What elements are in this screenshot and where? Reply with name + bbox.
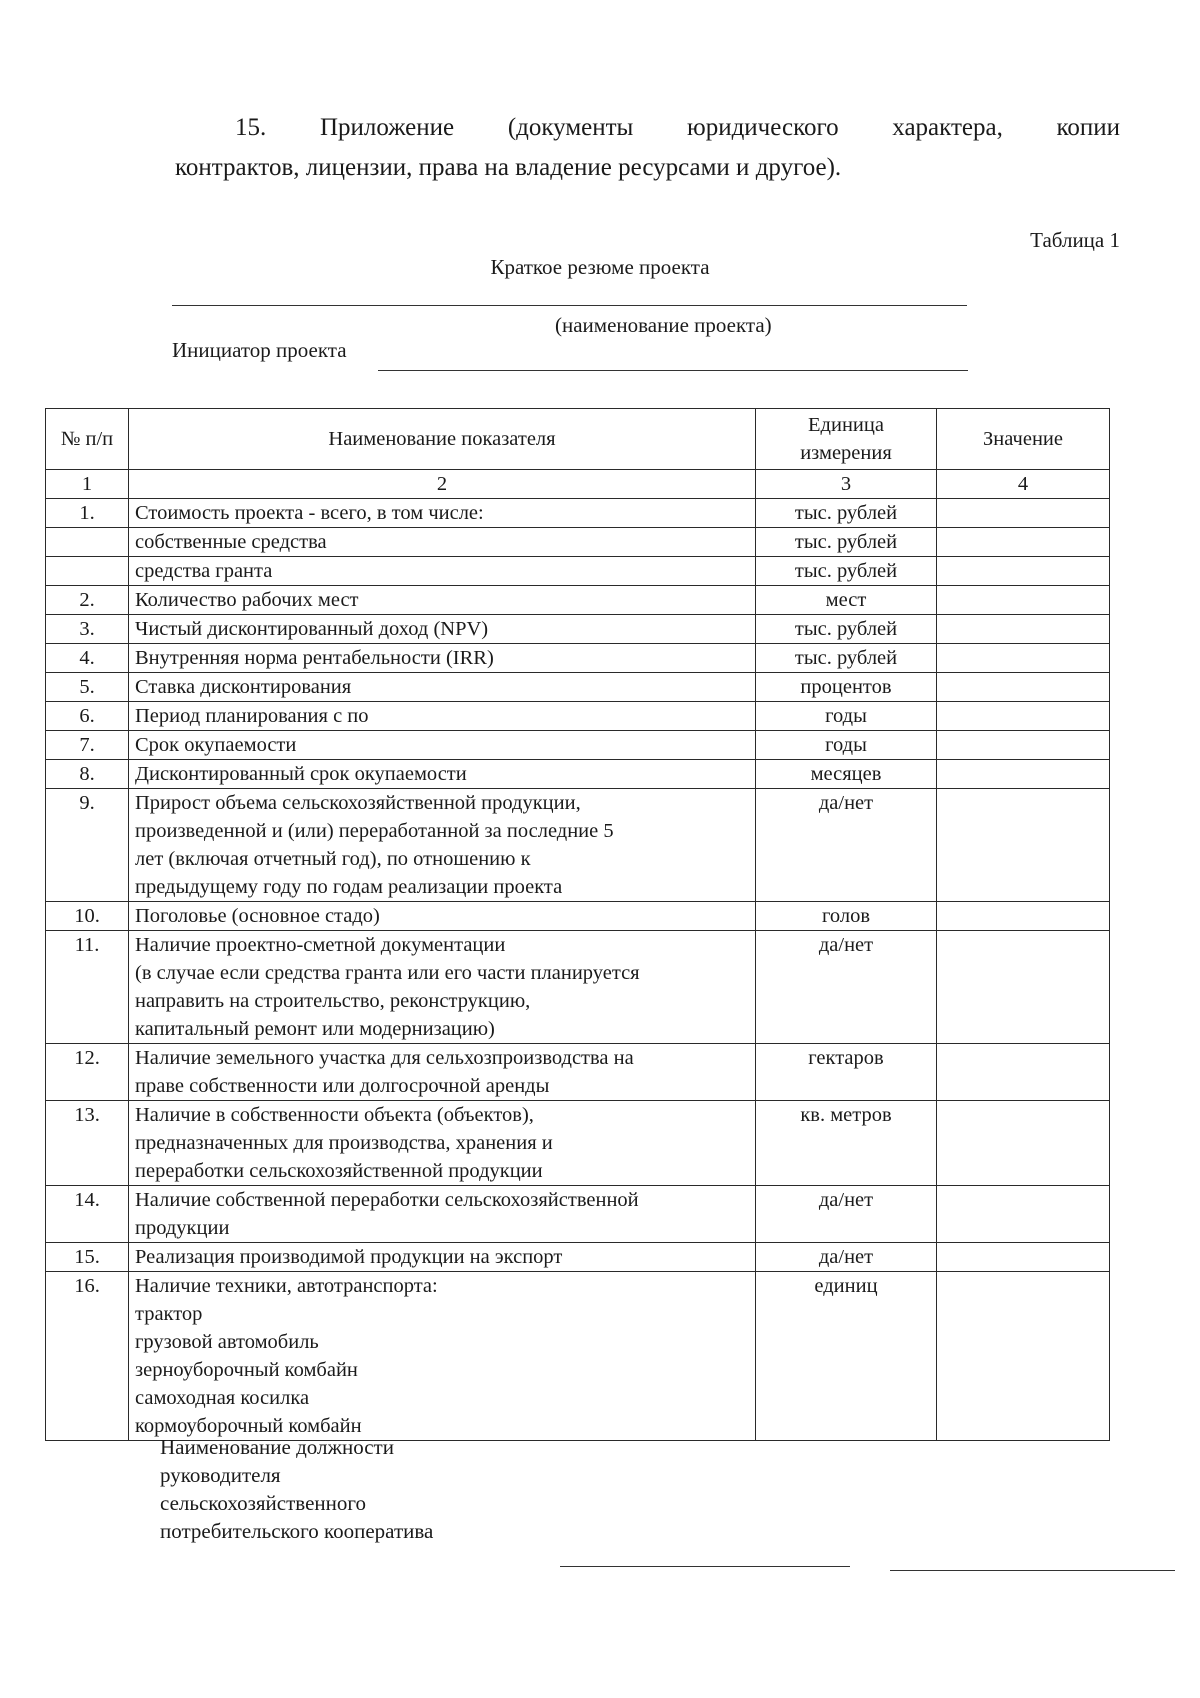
indicator-text: Срок окупаемости (135, 734, 297, 756)
row-indicator (129, 644, 756, 673)
row-number: 1. (46, 499, 129, 528)
row-value-cell[interactable] (937, 902, 1110, 931)
name-blank-line (890, 1570, 1175, 1571)
row-indicator (129, 499, 756, 528)
signer-line: руководителя (160, 1463, 281, 1487)
indicator-text: собственные средства (135, 531, 327, 553)
row-value-cell[interactable] (937, 1101, 1110, 1186)
row-indicator (129, 1044, 756, 1101)
indicator-text: Реализация производимой продукции на экспорт (135, 1246, 563, 1268)
row-value-cell[interactable] (937, 615, 1110, 644)
indicator-text: Стоимость проекта - всего, в том числе: (135, 502, 484, 524)
row-number: 2. (46, 586, 129, 615)
table-row (46, 1272, 1110, 1441)
signer-line: потребительского кооператива (160, 1519, 434, 1543)
row-unit: да/нет (756, 931, 937, 1044)
row-unit: да/нет (756, 789, 937, 902)
row-value-cell[interactable] (937, 931, 1110, 1044)
header-number: № п/п (46, 409, 129, 470)
row-indicator (129, 1272, 756, 1441)
row-value-cell[interactable] (937, 1272, 1110, 1441)
row-number: 3. (46, 615, 129, 644)
column-number-row (46, 470, 1110, 499)
intro-line-2: контрактов, лицензии, права на владение ресурсами и другое). (175, 154, 842, 181)
row-unit: голов (756, 902, 937, 931)
table-row (46, 673, 1110, 702)
table-row (46, 1044, 1110, 1101)
row-indicator (129, 673, 756, 702)
row-unit: гектаров (756, 1044, 937, 1101)
header-unit: Единица измерения (756, 409, 937, 470)
indicator-text: грузовой автомобиль (135, 1331, 319, 1353)
row-unit: тыс. рублей (756, 528, 937, 557)
column-number: 1 (46, 470, 129, 499)
table-row (46, 528, 1110, 557)
intro-paragraph (175, 108, 1120, 188)
row-number: 4. (46, 644, 129, 673)
initiator-blank-line (378, 370, 968, 371)
row-value-cell[interactable] (937, 731, 1110, 760)
column-number: 2 (129, 470, 756, 499)
intro-word: характера, (892, 114, 1003, 141)
indicator-text: Чистый дисконтированный доход (NPV) (135, 618, 489, 640)
row-number: 14. (46, 1186, 129, 1243)
column-number: 3 (756, 470, 937, 499)
intro-word: юридического (687, 114, 839, 141)
table-row (46, 902, 1110, 931)
table-row (46, 760, 1110, 789)
row-unit: единиц (756, 1272, 937, 1441)
row-unit: тыс. рублей (756, 644, 937, 673)
intro-word: копии (1056, 114, 1121, 141)
indicator-text: Период планирования с по (135, 705, 369, 727)
row-number: 11. (46, 931, 129, 1044)
row-value-cell[interactable] (937, 644, 1110, 673)
signer-line: сельскохозяйственного (160, 1491, 366, 1515)
signer-block (160, 1433, 433, 1545)
row-indicator (129, 902, 756, 931)
row-value-cell[interactable] (937, 586, 1110, 615)
indicator-text: Наличие техники, автотранспорта: (135, 1275, 438, 1297)
table-row (46, 499, 1110, 528)
row-number: 10. (46, 902, 129, 931)
row-value-cell[interactable] (937, 760, 1110, 789)
row-value-cell[interactable] (937, 557, 1110, 586)
row-indicator (129, 1101, 756, 1186)
initiator-label: Инициатор проекта (172, 338, 347, 362)
indicator-text: Наличие земельного участка для сельхозпроизводства на (135, 1047, 634, 1069)
indicator-text: Наличие проектно-сметной документации (135, 934, 506, 956)
header-value: Значение (937, 409, 1110, 470)
indicator-text: капитальный ремонт или модернизацию) (135, 1018, 495, 1040)
indicator-text: Дисконтированный срок окупаемости (135, 763, 467, 785)
row-unit: годы (756, 731, 937, 760)
project-summary-table (45, 408, 1110, 1441)
row-indicator (129, 760, 756, 789)
indicator-text: (в случае если средства гранта или его части планируется (135, 962, 640, 984)
indicator-text: лет (включая отчетный год), по отношению к (135, 848, 531, 870)
row-indicator (129, 586, 756, 615)
row-indicator (129, 528, 756, 557)
row-number: 5. (46, 673, 129, 702)
row-number: 9. (46, 789, 129, 902)
row-number (46, 528, 129, 557)
indicator-text: праве собственности или долгосрочной аренды (135, 1075, 550, 1097)
row-indicator (129, 931, 756, 1044)
row-indicator (129, 615, 756, 644)
row-indicator (129, 702, 756, 731)
table-row (46, 1101, 1110, 1186)
row-indicator (129, 1243, 756, 1272)
indicator-text: продукции (135, 1217, 230, 1239)
column-number: 4 (937, 470, 1110, 499)
row-unit: тыс. рублей (756, 615, 937, 644)
indicator-text: трактор (135, 1303, 203, 1325)
row-unit: да/нет (756, 1186, 937, 1243)
row-number: 16. (46, 1272, 129, 1441)
indicator-text: средства гранта (135, 560, 273, 582)
row-indicator (129, 731, 756, 760)
indicator-text: Количество рабочих мест (135, 589, 359, 611)
row-value-cell[interactable] (937, 789, 1110, 902)
indicator-text: предыдущему году по годам реализации проекта (135, 876, 563, 898)
table-row (46, 702, 1110, 731)
signature-blank-line (560, 1566, 850, 1567)
row-indicator (129, 1186, 756, 1243)
intro-line-1 (175, 108, 1120, 148)
row-unit: мест (756, 586, 937, 615)
indicator-text: направить на строительство, реконструкцию, (135, 990, 531, 1012)
section-number: 15. (235, 114, 267, 141)
row-number: 7. (46, 731, 129, 760)
table-row (46, 931, 1110, 1044)
row-unit: годы (756, 702, 937, 731)
table-row (46, 586, 1110, 615)
indicator-text: самоходная косилка (135, 1387, 310, 1409)
row-number: 8. (46, 760, 129, 789)
row-value-cell[interactable] (937, 702, 1110, 731)
project-caption: (наименование проекта) (555, 313, 772, 337)
row-value-cell[interactable] (937, 528, 1110, 557)
row-unit: процентов (756, 673, 937, 702)
row-unit: месяцев (756, 760, 937, 789)
table-label: Таблица 1 (1030, 228, 1120, 252)
summary-title: Краткое резюме проекта (490, 255, 710, 279)
row-value-cell[interactable] (937, 1186, 1110, 1243)
row-indicator (129, 789, 756, 902)
row-number (46, 557, 129, 586)
intro-word: (документы (507, 114, 634, 141)
indicator-text: Поголовье (основное стадо) (135, 905, 380, 927)
row-unit: тыс. рублей (756, 499, 937, 528)
header-indicator: Наименование показателя (129, 409, 756, 470)
indicator-text: Наличие в собственности объекта (объектов), (135, 1104, 534, 1126)
row-value-cell[interactable] (937, 1243, 1110, 1272)
project-name-blank-line (172, 305, 967, 306)
indicator-text: зерноуборочный комбайн (135, 1359, 358, 1381)
indicator-text: Ставка дисконтирования (135, 676, 352, 698)
row-value-cell[interactable] (937, 1044, 1110, 1101)
indicator-text: кормоуборочный комбайн (135, 1415, 362, 1437)
table-row (46, 789, 1110, 902)
table-row (46, 1186, 1110, 1243)
table-row (46, 557, 1110, 586)
row-number: 15. (46, 1243, 129, 1272)
row-value-cell[interactable] (937, 673, 1110, 702)
table-header-row (46, 409, 1110, 470)
indicator-text: переработки сельскохозяйственной продукции (135, 1160, 543, 1182)
intro-word: Приложение (319, 114, 455, 141)
table-row (46, 615, 1110, 644)
indicator-text: предназначенных для производства, хранения и (135, 1132, 553, 1154)
table-row (46, 1243, 1110, 1272)
indicator-text: Наличие собственной переработки сельскохозяйственной (135, 1189, 639, 1211)
row-number: 12. (46, 1044, 129, 1101)
indicator-text: Прирост объема сельскохозяйственной продукции, (135, 792, 581, 814)
row-unit: тыс. рублей (756, 557, 937, 586)
table-row (46, 731, 1110, 760)
row-value-cell[interactable] (937, 499, 1110, 528)
table-row (46, 644, 1110, 673)
row-number: 6. (46, 702, 129, 731)
row-number: 13. (46, 1101, 129, 1186)
row-unit: да/нет (756, 1243, 937, 1272)
row-indicator (129, 557, 756, 586)
indicator-text: Внутренняя норма рентабельности (IRR) (135, 647, 494, 669)
indicator-text: произведенной и (или) переработанной за последние 5 (135, 820, 614, 842)
row-unit: кв. метров (756, 1101, 937, 1186)
signer-line: Наименование должности (160, 1435, 394, 1459)
